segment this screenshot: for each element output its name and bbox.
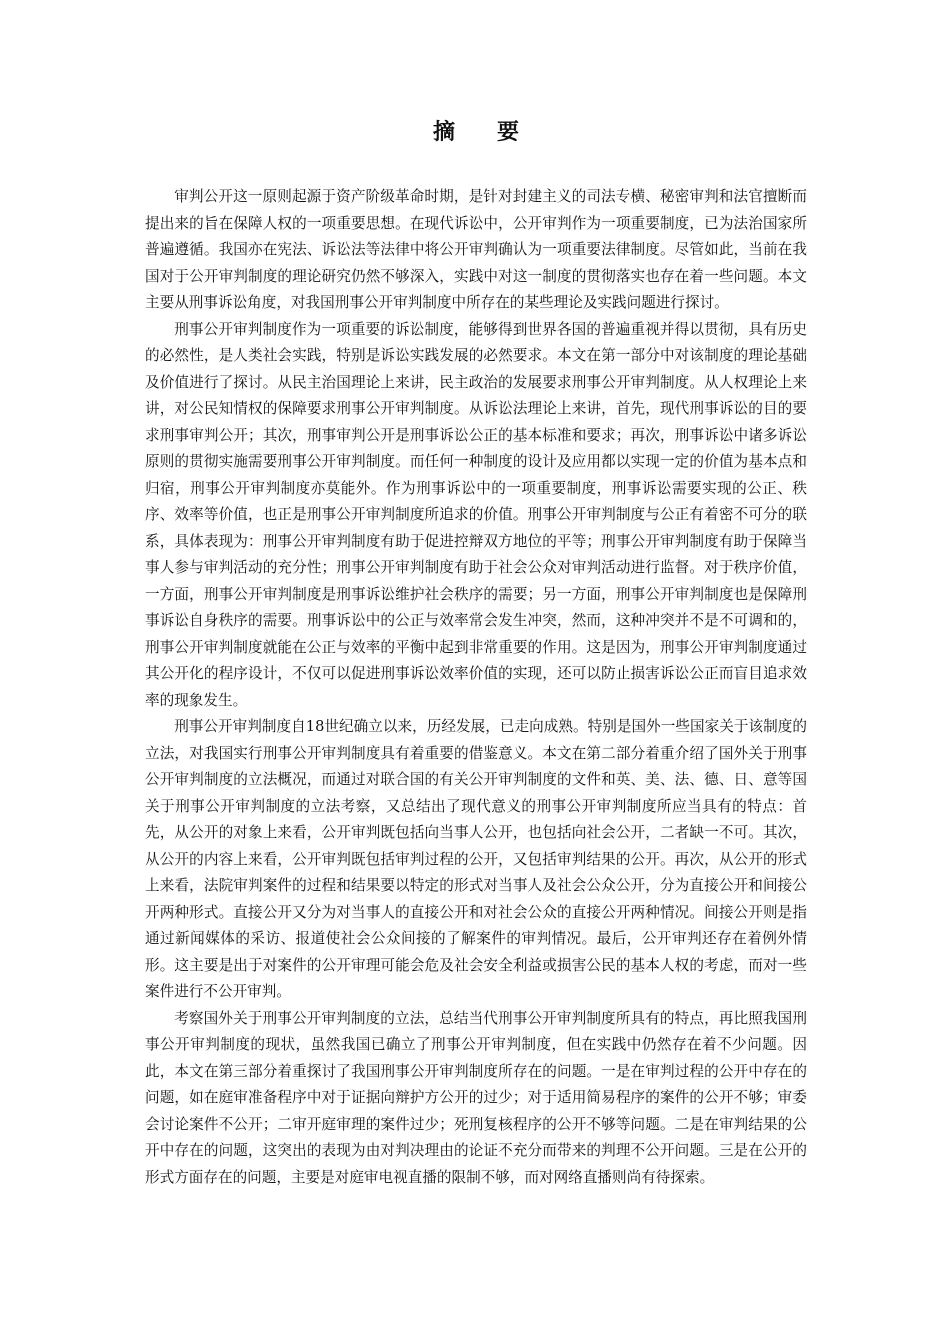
abstract-paragraph-1: 审判公开这一原则起源于资产阶级革命时期，是针对封建主义的司法专横、秘密审判和法官擅断而提出来的旨在保障人权的一项重要思想。在现代诉讼中，公开审判作为一项重要制度，已为法治国家所普遍遵循。我国亦在宪法、诉讼法等法律中将公开审判确认为一项重要法律制度。尽管如此，当前在我国对于公开审判制度的理论研究仍然不够深入，实践中对这一制度的贯彻落实也存在着一些问题。本文主要从刑事诉讼角度，对我国刑事公开审判制度中所存在的某些理论及实践问题进行探讨。 <box>145 188 807 311</box>
abstract-paragraph-4: 考察国外关于刑事公开审判制度的立法，总结当代刑事公开审判制度所具有的特点，再比照我国刑事公开审判制度的现状，虽然我国已确立了刑事公开审判制度，但在实践中仍然存在着不少问题。因此，本文在第三部分着重探讨了我国刑事公开审判制度所存在的问题。一是在审判过程的公开中存在的问题，如在庭审准备程序中对于证据向辩护方公开的过少；对于适用简易程序的案件的公开不够；审委会讨论案件不公开；二审开庭审理的案件过少；死刑复核程序的公开不够等问题。二是在审判结果的公开中存在的问题，这突出的表现为由对判决理由的论证不充分而带来的判理不公开问题。三是在公开的形式方面存在的问题，主要是对庭审电视直播的限制不够，而对网络直播则尚有待探索。 <box>145 1009 807 1186</box>
abstract-paragraph-2: 刑事公开审判制度作为一项重要的诉讼制度，能够得到世界各国的普遍重视并得以贯彻，具有历史的必然性，是人类社会实践，特别是诉讼实践发展的必然要求。本文在第一部分中对该制度的理论基础及价值进行了探讨。从民主治国理论上来讲，民主政治的发展要求刑事公开审判制度。从人权理论上来讲，对公民知情权的保障要求刑事公开审判制度。从诉讼法理论上来讲，首先，现代刑事诉讼的目的要求刑事审判公开；其次，刑事审判公开是刑事诉讼公正的基本标准和要求；再次，刑事诉讼中诸多诉讼原则的贯彻实施需要刑事公开审判制度。而任何一种制度的设计及应用都以实现一定的价值为基本点和归宿，刑事公开审判制度亦莫能外。作为刑事诉讼中的一项重要制度，刑事诉讼需要实现的公正、秩序、效率等价值，也正是刑事公开审判制度所追求的价值。刑事公开审判制度与公正有着密不可分的联系，具体表现为：刑事公开审判制度有助于促进控辩双方地位的平等；刑事公开审判制度有助于保障当事人参与审判活动的充分性；刑事公开审判制度有助于社会公众对审判活动进行监督。对于秩序价值，一方面，刑事公开审判制度是刑事诉讼维护社会秩序的需要；另一方面，刑事公开审判制度也是保障刑事诉讼自身秩序的需要。刑事诉讼中的公正与效率常会发生冲突，然而，这种冲突并不是不可调和的，刑事公开审判制度就能在公正与效率的平衡中起到非常重要的作用。这是因为，刑事公开审判制度通过其公开化的程序设计，不仅可以促进刑事诉讼效率价值的实现，还可以防止损害诉讼公正而盲目追求效率的现象发生。 <box>145 320 807 709</box>
page-title: 摘要 <box>432 120 561 145</box>
abstract-paragraph-3: 刑事公开审判制度自18世纪确立以来，历经发展，已走向成熟。特别是国外一些国家关于该制度的立法，对我国实行刑事公开审判制度具有着重要的借鉴意义。本文在第二部分着重介绍了国外关于刑事公开审判制度的立法概况，而通过对联合国的有关公开审判制度的文件和英、美、法、德、日、意等国关于刑事公开审判制度的立法考察，又总结出了现代意义的刑事公开审判制度所应当具有的特点：首先，从公开的对象上来看，公开审判既包括向当事人公开，也包括向社会公开，二者缺一不可。其次，从公开的内容上来看，公开审判既包括审判过程的公开，又包括审判结果的公开。再次，从公开的形式上来看，法院审判案件的过程和结果要以特定的形式对当事人及社会公众公开，分为直接公开和间接公开两种形式。直接公开又分为对当事人的直接公开和对社会公众的直接公开两种情况。间接公开则是指通过新闻媒体的采访、报道使社会公众间接的了解案件的审判情况。最后，公开审判还存在着例外情形。这主要是出于对案件的公开审理可能会危及社会安全利益或损害公民的基本人权的考虑，而对一些案件进行不公开审判。 <box>145 718 807 1000</box>
abstract-page <box>145 118 807 1191</box>
